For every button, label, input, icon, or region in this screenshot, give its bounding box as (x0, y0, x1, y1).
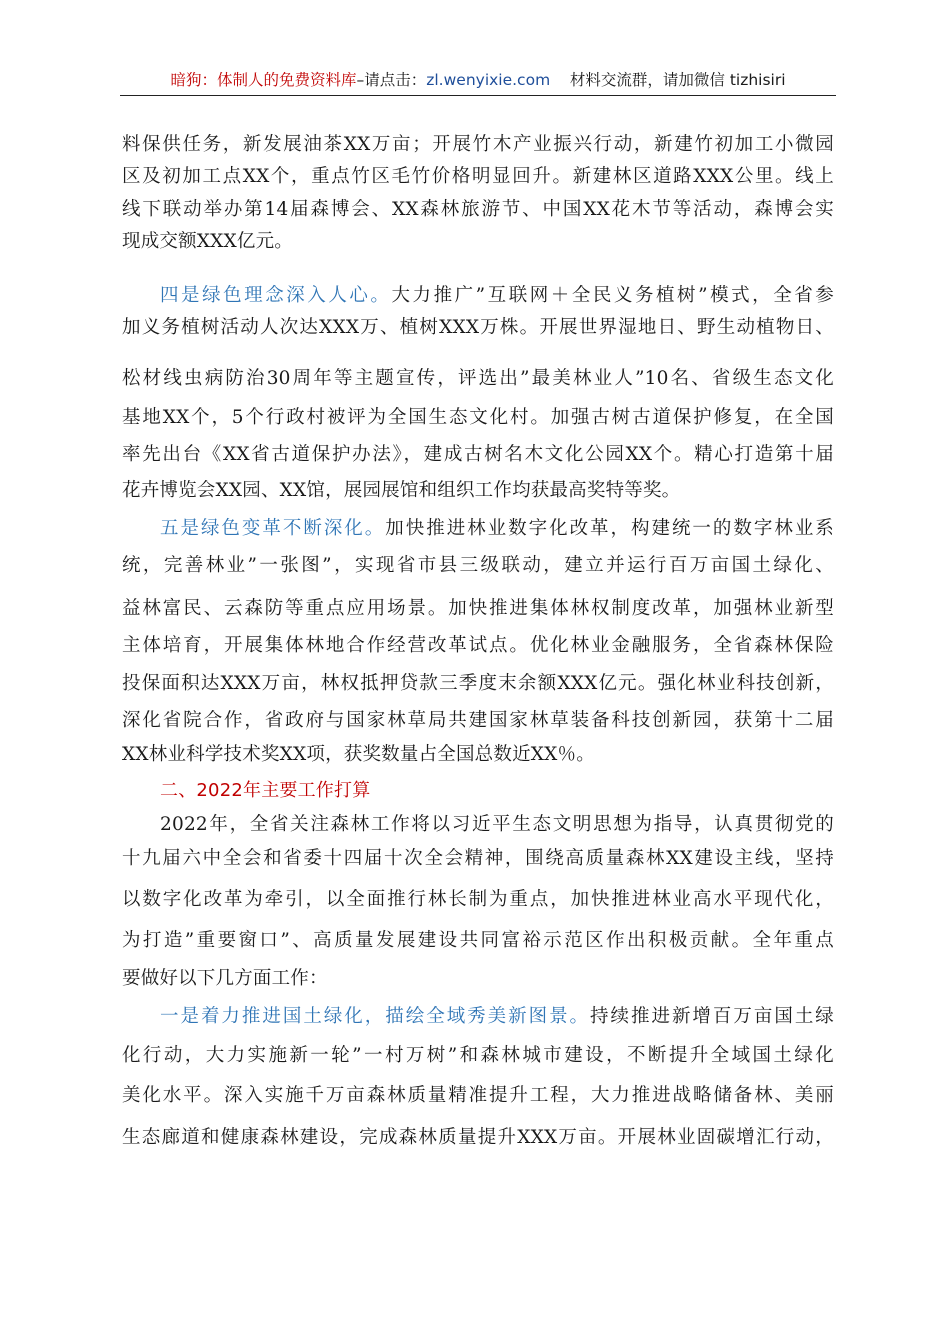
paragraph-lead-line: 五是绿色变革不断深化。加快推进林业数字化改革，构建统一的数字林业系 (160, 518, 834, 539)
body-line: 以数字化改革为牵引，以全面推行林长制为重点，加快推进林业高水平现代化， (122, 889, 834, 910)
body-line: 率先出台《XX省古道保护办法》，建成古树名木文化公园XX个。精心打造第十届 (122, 444, 834, 465)
paragraph-lead-line: 四是绿色理念深入人心。大力推广”互联网＋全民义务植树”模式，全省参 (160, 285, 834, 306)
body-line: 要做好以下几方面工作： (122, 968, 328, 989)
body-line: 为打造”重要窗口”、高质量发展建设共同富裕示范区作出积极贡献。全年重点 (122, 930, 834, 951)
body-line: 花卉博览会XX园、XX馆，展园展馆和组织工作均获最高奖特等奖。 (122, 480, 681, 501)
header-divider (120, 95, 836, 96)
header-click-prefix: –请点击： (356, 71, 427, 89)
body-line: XX林业科学技术奖XX项，获奖数量占全国总数近XX％。 (122, 744, 595, 765)
body-line: 松材线虫病防治30周年等主题宣传，评选出”最美林业人”10名、省级生态文化 (122, 368, 834, 389)
paragraph-lead-heading: 五是绿色变革不断深化。 (160, 518, 386, 539)
body-line: 投保面积达XXX万亩，林权抵押贷款三季度末余额XXX亿元。强化林业科技创新， (122, 673, 834, 694)
body-line: 主体培育，开展集体林地合作经营改革试点。优化林业金融服务，全省森林保险 (122, 635, 834, 656)
page-header (120, 68, 836, 92)
paragraph-lead-heading: 四是绿色理念深入人心。 (160, 285, 392, 306)
body-line: 加义务植树活动人次达XXX万、植树XXX万株。开展世界湿地日、野生动植物日、 (122, 317, 834, 338)
header-brand: 暗狗：体制人的免费资料库 (170, 71, 357, 89)
paragraph-lead-heading: 一是着力推进国土绿化，描绘全域秀美新图景。 (160, 1006, 591, 1027)
header-url-link[interactable]: zl.wenyixie.com (426, 71, 551, 89)
body-line: 线下联动举办第14届森博会、XX森林旅游节、中国XX花木节等活动，森博会实 (122, 199, 834, 220)
paragraph-lead-line: 一是着力推进国土绿化，描绘全域秀美新图景。持续推进新增百万亩国土绿 (160, 1006, 834, 1027)
section-title: 二、2022年主要工作打算 (160, 780, 371, 801)
body-line: 十九届六中全会和省委十四届十次全会精神，围绕高质量森林XX建设主线，坚持 (122, 848, 834, 869)
body-line: 料保供任务，新发展油茶XX万亩；开展竹木产业振兴行动，新建竹初加工小微园 (122, 134, 834, 155)
body-line: 化行动，大力实施新一轮”一村万树”和森林城市建设，不断提升全域国土绿化 (122, 1045, 834, 1066)
body-line: 统，完善林业”一张图”，实现省市县三级联动，建立并运行百万亩国土绿化、 (122, 555, 834, 576)
body-line: 区及初加工点XX个，重点竹区毛竹价格明显回升。新建林区道路XXX公里。线上 (122, 166, 834, 187)
body-line: 美化水平。深入实施千万亩森林质量精准提升工程，大力推进战略储备林、美丽 (122, 1085, 834, 1106)
body-line: 生态廊道和健康森林建设，完成森林质量提升XXX万亩。开展林业固碳增汇行动， (122, 1127, 834, 1148)
body-line: 2022年，全省关注森林工作将以习近平生态文明思想为指导，认真贯彻党的 (160, 814, 834, 835)
body-line: 益林富民、云森防等重点应用场景。加快推进集体林权制度改革，加强林业新型 (122, 598, 834, 619)
header-group-text: 材料交流群，请加微信 tizhisiri (569, 71, 786, 89)
body-line: 深化省院合作，省政府与国家林草局共建国家林草装备科技创新园，获第十二届 (122, 710, 834, 731)
body-line: 现成交额XXX亿元。 (122, 231, 294, 252)
body-line: 基地XX个，5个行政村被评为全国生态文化村。加强古树古道保护修复，在全国 (122, 407, 834, 428)
